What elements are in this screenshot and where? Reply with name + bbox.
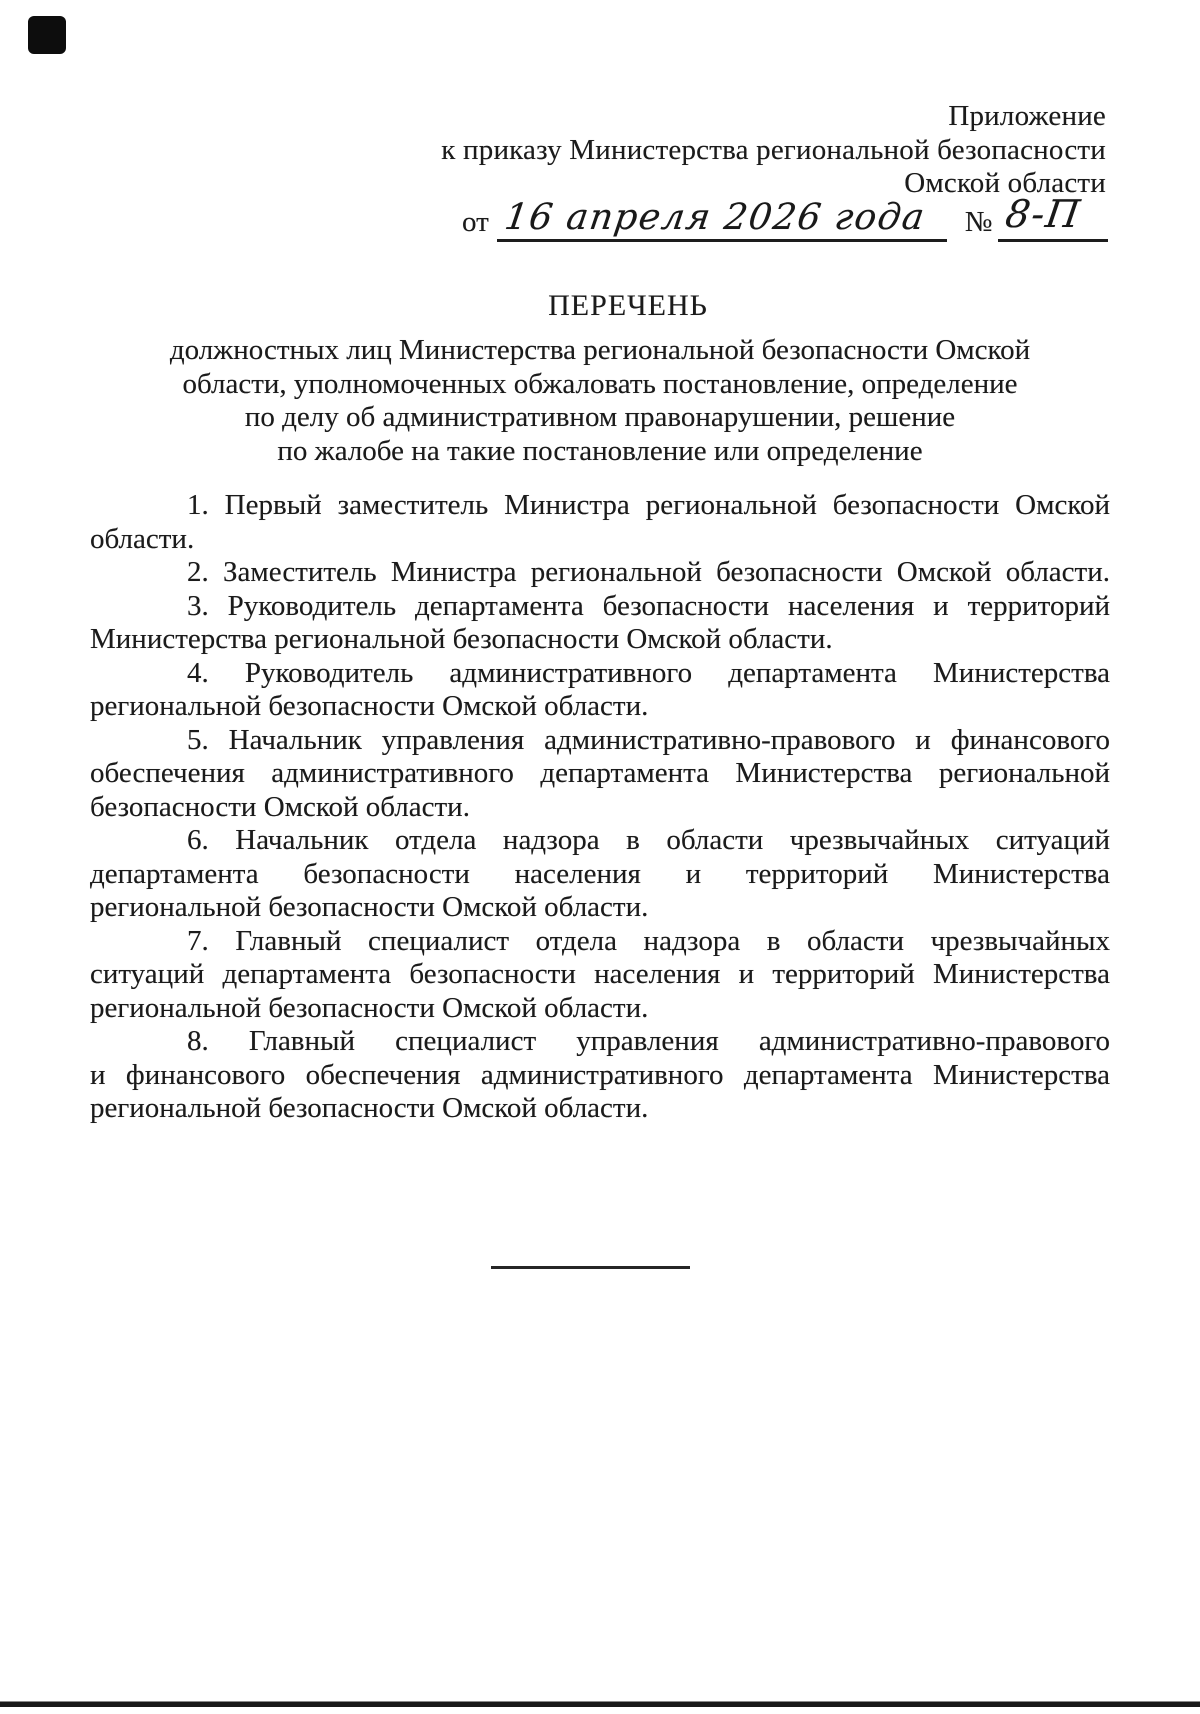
scan-bottom-edge-artifact [0,1701,1200,1707]
list-item-line: региональной безопасности Омской области. [90,690,649,722]
date-and-number-line [462,194,1108,242]
list-item-line: обеспечения административного департамента Министерства региональной [90,757,1110,789]
list-item-line: безопасности Омской области. [90,790,470,823]
officials-list [90,489,1110,1126]
list-item-line: департамента безопасности населения и территорий Министерства [90,857,1110,890]
list-item-line: региональной безопасности Омской области. [90,991,649,1024]
handwritten-date: 16 апреля 2026 года [501,197,928,238]
list-item-line: ситуаций департамента безопасности населения и территорий Министерства [90,958,1110,990]
title-subtitle-line: по жалобе на такие постановление или определение [277,434,923,467]
appendix-label: Приложение [948,100,1106,132]
list-item-line: и финансового обеспечения административного департамента Министерства [90,1058,1110,1091]
list-item-line: 8. Главный специалист управления административно-правового [187,1025,1110,1057]
number-prefix-label: № [964,206,993,238]
scan-corner-artifact [28,16,66,54]
handwritten-number: 8-П [1003,192,1085,236]
list-item-line: Министерства региональной безопасности Омской области. [90,623,833,655]
list-item-line: региональной безопасности Омской области. [90,891,649,923]
title-subtitle-line: области, уполномоченных обжаловать постановление, определение [182,367,1018,400]
document-title-block [90,288,1110,468]
list-item-line: 2. Заместитель Министра региональной безопасности Омской области. [187,556,1110,588]
appendix-header [346,100,1106,201]
list-item-line: области. [90,522,195,555]
list-item-line: 4. Руководитель административного департамента Министерства [187,656,1110,689]
order-reference-line: к приказу Министерства региональной безопасности [441,133,1106,166]
list-item-line: 1. Первый заместитель Министра региональной безопасности Омской [187,489,1110,521]
title-subtitle-line: по делу об административном правонарушении, решение [244,401,956,433]
number-underline-field [998,191,1108,242]
list-item-line: 3. Руководитель департамента безопасности населения и территорий [187,589,1110,622]
document-title: ПЕРЕЧЕНЬ [548,289,708,322]
date-prefix-label: от [462,206,489,238]
list-item-line: региональной безопасности Омской области. [90,1092,649,1124]
list-item-line: 6. Начальник отдела надзора в области чрезвычайных ситуаций [187,824,1110,856]
signature-rule [491,1266,690,1269]
list-item-line: 7. Главный специалист отдела надзора в области чрезвычайных [187,924,1110,957]
list-item-line: 5. Начальник управления административно-правового и финансового [187,723,1110,756]
title-subtitle-line: должностных лиц Министерства региональной безопасности Омской [169,334,1031,366]
date-underline-field [497,191,947,242]
region-name-line: Омской области [904,167,1106,199]
